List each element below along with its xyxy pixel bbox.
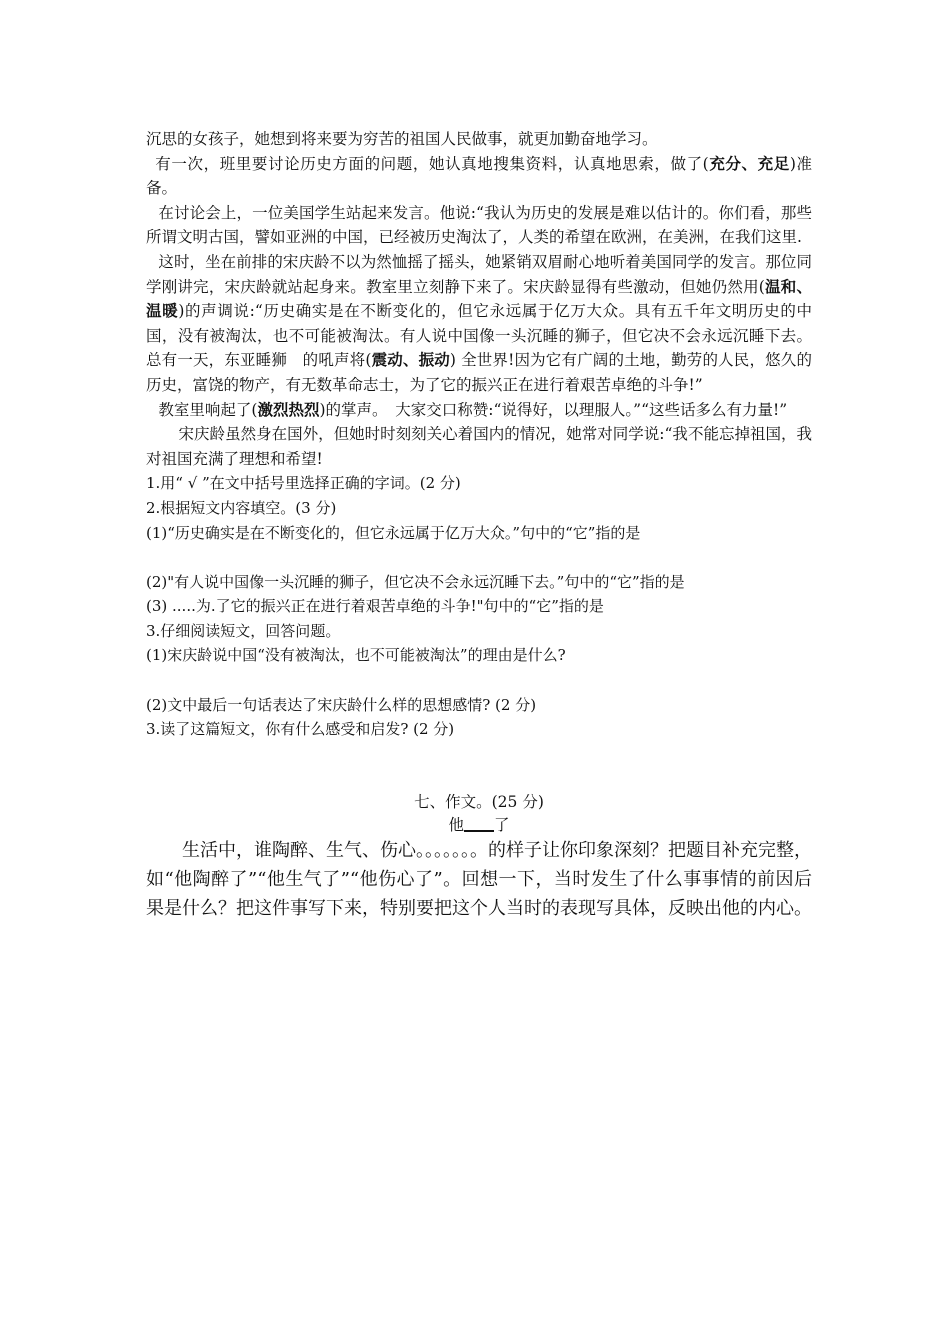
word-choice-2: 温和、温暖 <box>146 277 812 321</box>
answer-space <box>146 668 812 693</box>
paragraph-6 <box>146 422 812 471</box>
paragraph-2 <box>146 152 812 201</box>
answer-space <box>146 545 812 570</box>
paragraph-4-text-c: )的声调说:“历史确实是在不断变化的，但它永远属于亿万大众。具有五千年文明历史的中国，没有被淘汰，也不可能被淘汰。有人说中国像一头沉睡的狮子，但它决不会永远沉睡下去。总有一天，东亚睡狮 的吼声将( <box>146 302 812 370</box>
essay-title-right: 了 <box>494 815 510 834</box>
paragraph-2-text-a: 有一次，班里要讨论历史方面的问题，她认真地搜集资料，认真地思索，做了( <box>155 154 709 173</box>
word-choice-3: 震动、振动 <box>371 351 450 370</box>
paragraph-4 <box>146 250 812 398</box>
essay-title-left: 他 <box>448 815 464 834</box>
question-2: 2.根据短文内容填空。(3 分) <box>146 498 337 517</box>
paragraph-5 <box>146 398 812 423</box>
paragraph-5-text-a: 教室里响起了( <box>158 400 258 419</box>
question-3-1: (1)宋庆龄说中国“没有被淘汰，也不可能被淘汰”的理由是什么? <box>146 646 566 665</box>
essay-heading: 七、作文。(25 分) <box>414 792 544 811</box>
reading-passage <box>146 127 812 923</box>
paragraph-6-text: 宋庆龄虽然身在国外，但她时时刻刻关心着国内的情况，她常对同学说:“我不能忘掉祖国，我对祖国充满了理想和希望! <box>146 425 812 468</box>
question-3: 3.仔细阅读短文，回答问题。 <box>146 621 341 640</box>
word-choice-1: 充分、充足 <box>708 154 790 173</box>
question-2-3: (3) .....为.了它的振兴正在进行着艰苦卓绝的斗争!"句中的“它”指的是 <box>146 597 604 616</box>
question-3-2: (2)文中最后一句话表达了宋庆龄什么样的思想感情? (2 分) <box>146 695 537 714</box>
paragraph-2-text-c: )准备。 <box>146 154 812 198</box>
question-2-2: (2)"有人说中国像一头沉睡的狮子，但它决不会永远沉睡下去。”句中的“它”指的是 <box>146 572 685 591</box>
paragraph-4-text-e: ) 全世界!因为它有广阔的土地，勤劳的人民，悠久的历史，富饶的物产，有无数革命志士，为了它的振兴正在进行着艰苦卓绝的斗争!” <box>146 351 812 394</box>
essay-title <box>146 814 812 836</box>
paragraph-4-text-a: 这时，坐在前排的宋庆龄不以为然恤摇了摇头，她紧销双眉耐心地听着美国同学的发言。那位同学刚讲完，宋庆龄就站起身来。教室里立刻静下来了。宋庆龄显得有些激动，但她仍然用( <box>146 252 812 296</box>
paragraph-1 <box>146 127 812 152</box>
essay-prompt: 生活中，谁陶醉、生气、伤心。。。。。。。的样子让你印象深刻？把题目补充完整，如“他陶醉了”“他生气了”“他伤心了”。回想一下，当时发生了什么事事情的前因后果是什么？把这件事写下来，特别要把这个人当时的表现写具体，反映出他的内心。 <box>146 839 812 919</box>
paragraph-5-text-c: )的掌声。 大家交口称赞:“说得好，以理服人。”“这些话多么有力量!” <box>319 400 788 419</box>
question-4: 3.读了这篇短文，你有什么感受和启发? (2 分) <box>146 720 455 739</box>
question-2-1: (1)“历史确实是在不断变化的，但它永远属于亿万大众。”句中的“它”指的是 <box>146 523 641 542</box>
essay-title-blank <box>464 814 494 832</box>
paragraph-3-text: 在讨论会上，一位美国学生站起来发言。他说:“我认为历史的发展是难以估计的。你们看，那些所谓文明古国，譬如亚洲的中国，已经被历史淘汰了，人类的希望在欧洲，在美洲，在我们这里. <box>146 203 812 247</box>
paragraph-1-text: 沉思的女孩子，她想到将来要为穷苦的祖国人民做事，就更加勤奋地学习。 <box>146 130 658 148</box>
question-1: 1.用“ √ ”在文中括号里选择正确的字词。(2 分) <box>146 474 461 493</box>
word-choice-4: 激烈热烈 <box>257 400 320 419</box>
paragraph-3 <box>146 201 812 250</box>
